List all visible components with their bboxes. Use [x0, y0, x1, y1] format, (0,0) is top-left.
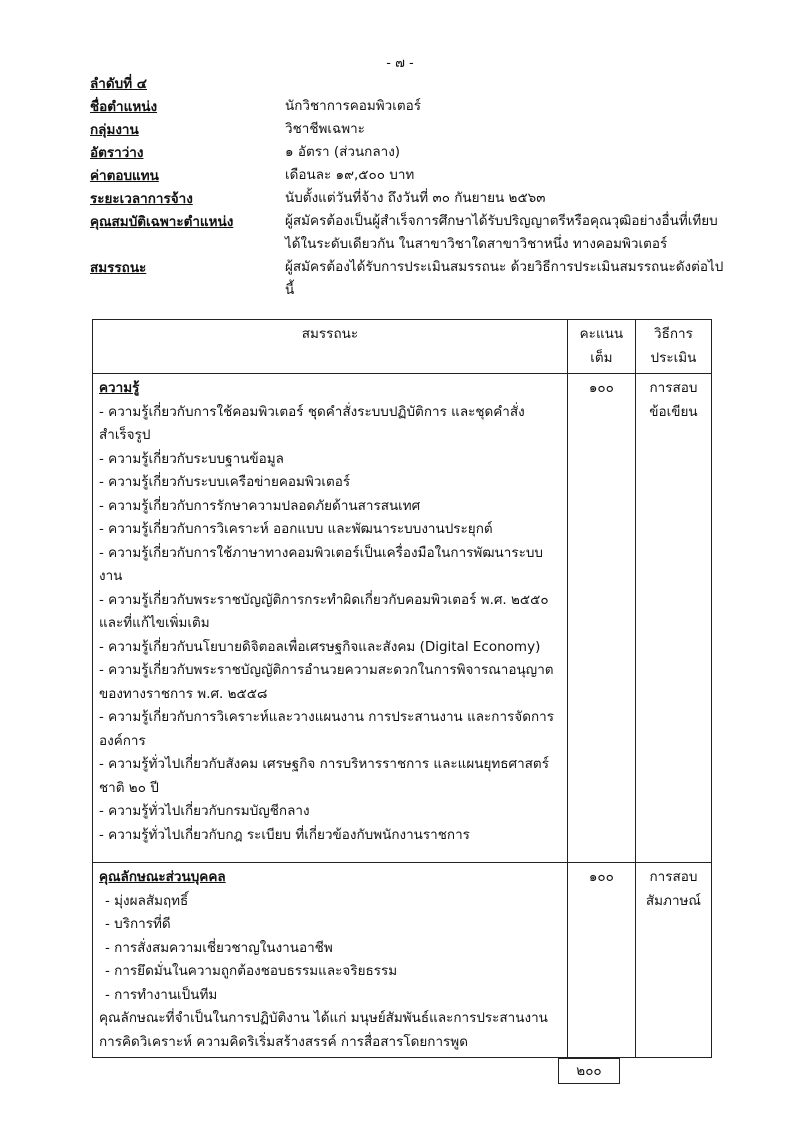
knowledge-item: - ความรู้เกี่ยวกับการใช้คอมพิวเตอร์ ชุดคำสั่งระบบปฏิบัติการ และชุดคำสั่งสำเร็จรูป	[99, 403, 525, 443]
position-info	[90, 72, 730, 302]
competency-value: ผู้สมัครต้องได้รับการประเมินสมรรถนะ ด้วยวิธีการประเมินสมรรถนะดังต่อไปนี้	[285, 259, 724, 298]
personal-item: - การสั่งสมความเชี่ยวชาญในงานอาชีพ	[105, 939, 333, 956]
rate-row	[90, 141, 730, 164]
personal-item: - การทำงานเป็นทีม	[105, 986, 218, 1003]
personal-item: - มุ่งผลสัมฤทธิ์	[105, 892, 189, 909]
knowledge-item: - ความรู้เกี่ยวกับการวิเคราะห์ ออกแบบ และพัฒนาระบบงานประยุกต์	[99, 521, 493, 537]
personal-row	[93, 863, 712, 1058]
term-value: นับตั้งแต่วันที่จ้าง ถึงวันที่ ๓๐ กันยายน ๒๕๖๓	[285, 190, 546, 206]
personal-cell	[93, 863, 568, 1058]
knowledge-item: - ความรู้ทั่วไปเกี่ยวกับกฎ ระเบียบ ที่เกี่ยวข้องกับพนักงานราชการ	[99, 826, 470, 843]
rate-value: ๑ อัตรา (ส่วนกลาง)	[285, 144, 401, 160]
knowledge-item: - ความรู้เกี่ยวกับระบบฐานข้อมูล	[99, 450, 284, 467]
header-score	[567, 320, 635, 374]
group-label: กลุ่มงาน	[90, 122, 139, 138]
term-row	[90, 187, 730, 210]
competency-table	[92, 319, 712, 1058]
header-method-line1: วิธีการ	[654, 326, 693, 342]
knowledge-score: ๑๐๐	[567, 374, 635, 863]
header-score-line2: เต็ม	[590, 349, 613, 366]
rate-label: อัตราว่าง	[90, 145, 144, 161]
personal-score: ๑๐๐	[567, 863, 635, 1058]
position-row	[90, 95, 730, 118]
qualification-row	[90, 210, 730, 256]
knowledge-item: - ความรู้ทั่วไปเกี่ยวกับกรมบัญชีกลาง	[99, 803, 310, 819]
personal-note: คุณลักษณะที่จำเป็นในการปฏิบัติงาน ได้แก่ มนุษย์สัมพันธ์และการประสานงาน การคิดวิเคราะห์ ความคิดริเริ่มสร้างสรรค์ การสื่อสารโดยการพูด	[99, 1010, 548, 1050]
group-value: วิชาชีพเฉพาะ	[285, 121, 365, 137]
personal-method-line1: การสอบ	[649, 869, 698, 885]
group-row	[90, 118, 730, 141]
knowledge-method	[635, 374, 711, 863]
qualification-value: ผู้สมัครต้องเป็นผู้สำเร็จการศึกษาได้รับปริญญาตรีหรือคุณวุฒิอย่างอื่นที่เทียบได้ในระดับเดียวกัน ในสาขาวิชาใดสาขาวิชาหนึ่ง ทางคอมพิวเตอร์	[285, 213, 718, 252]
knowledge-item: - ความรู้เกี่ยวกับการรักษาความปลอดภัยด้านสารสนเทศ	[99, 497, 421, 514]
competency-label: สมรรถนะ	[90, 260, 147, 276]
personal-method-line2: สัมภาษณ์	[645, 892, 701, 909]
knowledge-method-line1: การสอบ	[649, 380, 698, 396]
page-number: - ๗ -	[386, 56, 414, 71]
order-label: ลำดับที่ ๔	[90, 76, 148, 92]
knowledge-item: - ความรู้เกี่ยวกับนโยบายดิจิตอลเพื่อเศรษฐกิจและสังคม (Digital Economy)	[99, 638, 541, 655]
term-label: ระยะเวลาการจ้าง	[90, 191, 193, 207]
qualification-label: คุณสมบัติเฉพาะตำแหน่ง	[90, 214, 234, 230]
personal-title: คุณลักษณะส่วนบุคคล	[99, 869, 226, 885]
knowledge-item: - ความรู้เกี่ยวกับพระราชบัญญัติการกระทำผิดเกี่ยวกับคอมพิวเตอร์ พ.ศ. ๒๕๕๐ และที่แก้ไขเพิ่มเติม	[99, 591, 549, 631]
knowledge-cell	[93, 374, 568, 863]
knowledge-item: - ความรู้เกี่ยวกับพระราชบัญญัติการอำนวยความสะดวกในการพิจารณาอนุญาตของทางราชการ พ.ศ. ๒๕๕๘	[99, 662, 554, 702]
header-method-line2: ประเมิน	[650, 349, 697, 366]
pay-value: เดือนละ ๑๙,๕๐๐ บาท	[285, 167, 415, 183]
personal-item: - การยึดมั่นในความถูกต้องชอบธรรมและจริยธรรม	[105, 963, 398, 979]
table-header-row	[93, 320, 712, 374]
header-method	[635, 320, 711, 374]
competency-row	[90, 256, 730, 302]
position-label: ชื่อตำแหน่ง	[90, 99, 158, 115]
knowledge-item: - ความรู้ทั่วไปเกี่ยวกับสังคม เศรษฐกิจ การบริหารราชการ และแผนยุทธศาสตร์ชาติ ๒๐ ปี	[99, 756, 549, 796]
knowledge-row	[93, 374, 712, 863]
total-score: ๒๐๐	[558, 1058, 620, 1084]
knowledge-item: - ความรู้เกี่ยวกับการใช้ภาษาทางคอมพิวเตอร์เป็นเครื่องมือในการพัฒนาระบบงาน	[99, 544, 543, 584]
position-value: นักวิชาการคอมพิวเตอร์	[285, 98, 421, 114]
knowledge-item: - ความรู้เกี่ยวกับระบบเครือข่ายคอมพิวเตอร์	[99, 474, 351, 490]
personal-item: - บริการที่ดี	[105, 916, 171, 932]
header-competency: สมรรถนะ	[93, 320, 568, 374]
personal-method	[635, 863, 711, 1058]
knowledge-title: ความรู้	[99, 380, 140, 396]
pay-row	[90, 164, 730, 187]
knowledge-item: - ความรู้เกี่ยวกับการวิเคราะห์และวางแผนงาน การประสานงาน และการจัดการองค์การ	[99, 709, 554, 749]
header-score-line1: คะแนน	[579, 326, 624, 342]
knowledge-method-line2: ข้อเขียน	[649, 403, 698, 420]
pay-label: ค่าตอบแทน	[90, 168, 159, 184]
order-row	[90, 72, 730, 95]
